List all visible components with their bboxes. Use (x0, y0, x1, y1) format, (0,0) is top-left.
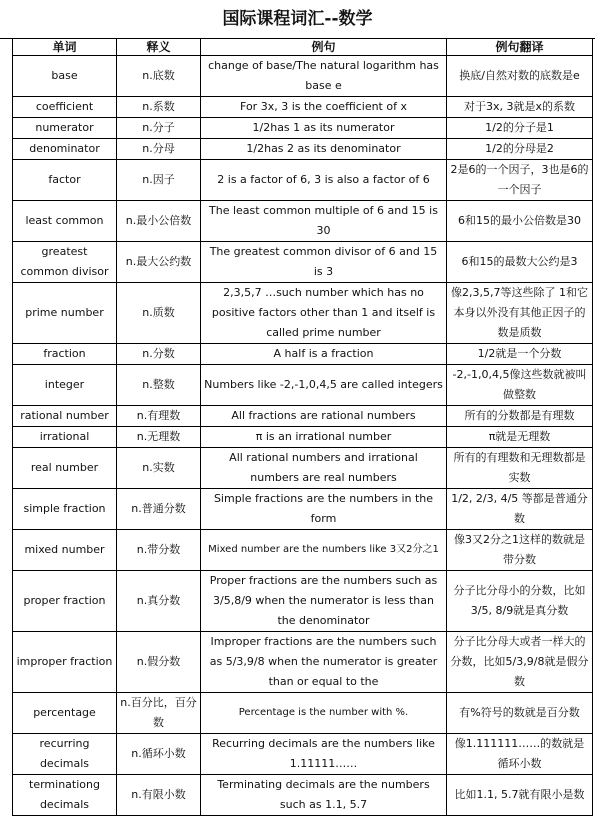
cell-word: recurring decimals (13, 734, 117, 775)
table-row (13, 283, 593, 344)
cell-word: irrational (13, 427, 117, 448)
table-row (13, 242, 593, 283)
cell-word: greatest common divisor (13, 242, 117, 283)
cell-word: rational number (13, 406, 117, 427)
cell-example: All fractions are rational numbers (201, 406, 447, 427)
cell-example: Mixed number are the numbers like 3又2分之1 (201, 530, 447, 571)
cell-example: 1/2has 1 as its numerator (201, 118, 447, 139)
table-row (13, 448, 593, 489)
cell-translation: 像1.111111……的数就是循环小数 (447, 734, 593, 775)
cell-word: terminationg decimals (13, 775, 117, 816)
cell-example: Percentage is the number with %. (201, 693, 447, 734)
table-row (13, 365, 593, 406)
page-title: 国际课程词汇--数学 (0, 0, 595, 39)
header-example: 例句 (201, 39, 447, 56)
cell-word: least common (13, 201, 117, 242)
cell-meaning: n.最小公倍数 (117, 201, 201, 242)
cell-meaning: n.无理数 (117, 427, 201, 448)
table-row (13, 344, 593, 365)
table-row (13, 201, 593, 242)
cell-translation: 像2,3,5,7等这些除了 1和它本身以外没有其他正因子的数是质数 (447, 283, 593, 344)
header-word: 单词 (13, 39, 117, 56)
cell-example: Proper fractions are the numbers such as 3/5,8/9 when the numerator is less than the denominator (201, 571, 447, 632)
table-header-row (13, 39, 593, 56)
cell-word: mixed number (13, 530, 117, 571)
cell-meaning: n.分子 (117, 118, 201, 139)
header-meaning: 释义 (117, 39, 201, 56)
cell-example: A half is a fraction (201, 344, 447, 365)
cell-translation: 1/2的分母是2 (447, 139, 593, 160)
cell-example: For 3x, 3 is the coefficient of x (201, 97, 447, 118)
cell-meaning: n.带分数 (117, 530, 201, 571)
cell-translation: 1/2就是一个分数 (447, 344, 593, 365)
cell-meaning: n.整数 (117, 365, 201, 406)
cell-translation: 有%符号的数就是百分数 (447, 693, 593, 734)
cell-meaning: n.百分比，百分数 (117, 693, 201, 734)
table-row (13, 571, 593, 632)
cell-example: change of base/The natural logarithm has base e (201, 56, 447, 97)
cell-translation: 6和15的最小公倍数是30 (447, 201, 593, 242)
table-row (13, 734, 593, 775)
cell-meaning: n.分母 (117, 139, 201, 160)
cell-word: factor (13, 160, 117, 201)
cell-example: 2 is a factor of 6, 3 is also a factor of 6 (201, 160, 447, 201)
cell-translation: 1/2, 2/3, 4/5 等都是普通分数 (447, 489, 593, 530)
cell-translation: 6和15的最数大公约是3 (447, 242, 593, 283)
cell-example: 2,3,5,7 …such number which has no positive factors other than 1 and itself is called prime number (201, 283, 447, 344)
cell-meaning: n.假分数 (117, 632, 201, 693)
table-row (13, 139, 593, 160)
cell-word: denominator (13, 139, 117, 160)
cell-example: Simple fractions are the numbers in the form (201, 489, 447, 530)
cell-meaning: n.分数 (117, 344, 201, 365)
cell-example: 1/2has 2 as its denominator (201, 139, 447, 160)
table-row (13, 632, 593, 693)
cell-translation: 分子比分母小的分数，比如3/5, 8/9就是真分数 (447, 571, 593, 632)
cell-translation: 分子比分母大或者一样大的分数，比如5/3,9/8就是假分数 (447, 632, 593, 693)
table-row (13, 118, 593, 139)
cell-example: The greatest common divisor of 6 and 15 is 3 (201, 242, 447, 283)
table-row (13, 530, 593, 571)
cell-example: Terminating decimals are the numbers such as 1.1, 5.7 (201, 775, 447, 816)
cell-translation: π就是无理数 (447, 427, 593, 448)
cell-meaning: n.真分数 (117, 571, 201, 632)
cell-translation: 对于3x, 3就是x的系数 (447, 97, 593, 118)
cell-meaning: n.系数 (117, 97, 201, 118)
cell-word: integer (13, 365, 117, 406)
table-row (13, 97, 593, 118)
cell-word: fraction (13, 344, 117, 365)
header-translation: 例句翻译 (447, 39, 593, 56)
cell-meaning: n.因子 (117, 160, 201, 201)
table-row (13, 160, 593, 201)
cell-word: prime number (13, 283, 117, 344)
vocabulary-table (12, 38, 593, 816)
cell-meaning: n.底数 (117, 56, 201, 97)
cell-translation: -2,-1,0,4,5像这些数就被叫做整数 (447, 365, 593, 406)
cell-translation: 1/2的分子是1 (447, 118, 593, 139)
cell-example: Numbers like -2,-1,0,4,5 are called integers (201, 365, 447, 406)
cell-translation: 2是6的一个因子，3也是6的一个因子 (447, 160, 593, 201)
cell-word: simple fraction (13, 489, 117, 530)
cell-meaning: n.最大公约数 (117, 242, 201, 283)
cell-example: All rational numbers and irrational numbers are real numbers (201, 448, 447, 489)
cell-word: proper fraction (13, 571, 117, 632)
cell-translation: 换底/自然对数的底数是e (447, 56, 593, 97)
cell-word: numerator (13, 118, 117, 139)
cell-meaning: n.循环小数 (117, 734, 201, 775)
cell-word: real number (13, 448, 117, 489)
cell-translation: 比如1.1, 5.7就有限小是数 (447, 775, 593, 816)
cell-meaning: n.有限小数 (117, 775, 201, 816)
cell-example: The least common multiple of 6 and 15 is 30 (201, 201, 447, 242)
cell-example: Improper fractions are the numbers such as 5/3,9/8 when the numerator is greater than or equal to the (201, 632, 447, 693)
table-row (13, 693, 593, 734)
cell-word: coefficient (13, 97, 117, 118)
table-row (13, 56, 593, 97)
cell-translation: 像3又2分之1这样的数就是带分数 (447, 530, 593, 571)
table-row (13, 427, 593, 448)
cell-translation: 所有的分数都是有理数 (447, 406, 593, 427)
table-row (13, 489, 593, 530)
cell-example: π is an irrational number (201, 427, 447, 448)
cell-meaning: n.质数 (117, 283, 201, 344)
cell-word: base (13, 56, 117, 97)
cell-example: Recurring decimals are the numbers like 1.11111…… (201, 734, 447, 775)
table-row (13, 775, 593, 816)
cell-meaning: n.有理数 (117, 406, 201, 427)
table-row (13, 406, 593, 427)
cell-word: percentage (13, 693, 117, 734)
cell-word: improper fraction (13, 632, 117, 693)
cell-meaning: n.实数 (117, 448, 201, 489)
cell-translation: 所有的有理数和无理数都是实数 (447, 448, 593, 489)
cell-meaning: n.普通分数 (117, 489, 201, 530)
